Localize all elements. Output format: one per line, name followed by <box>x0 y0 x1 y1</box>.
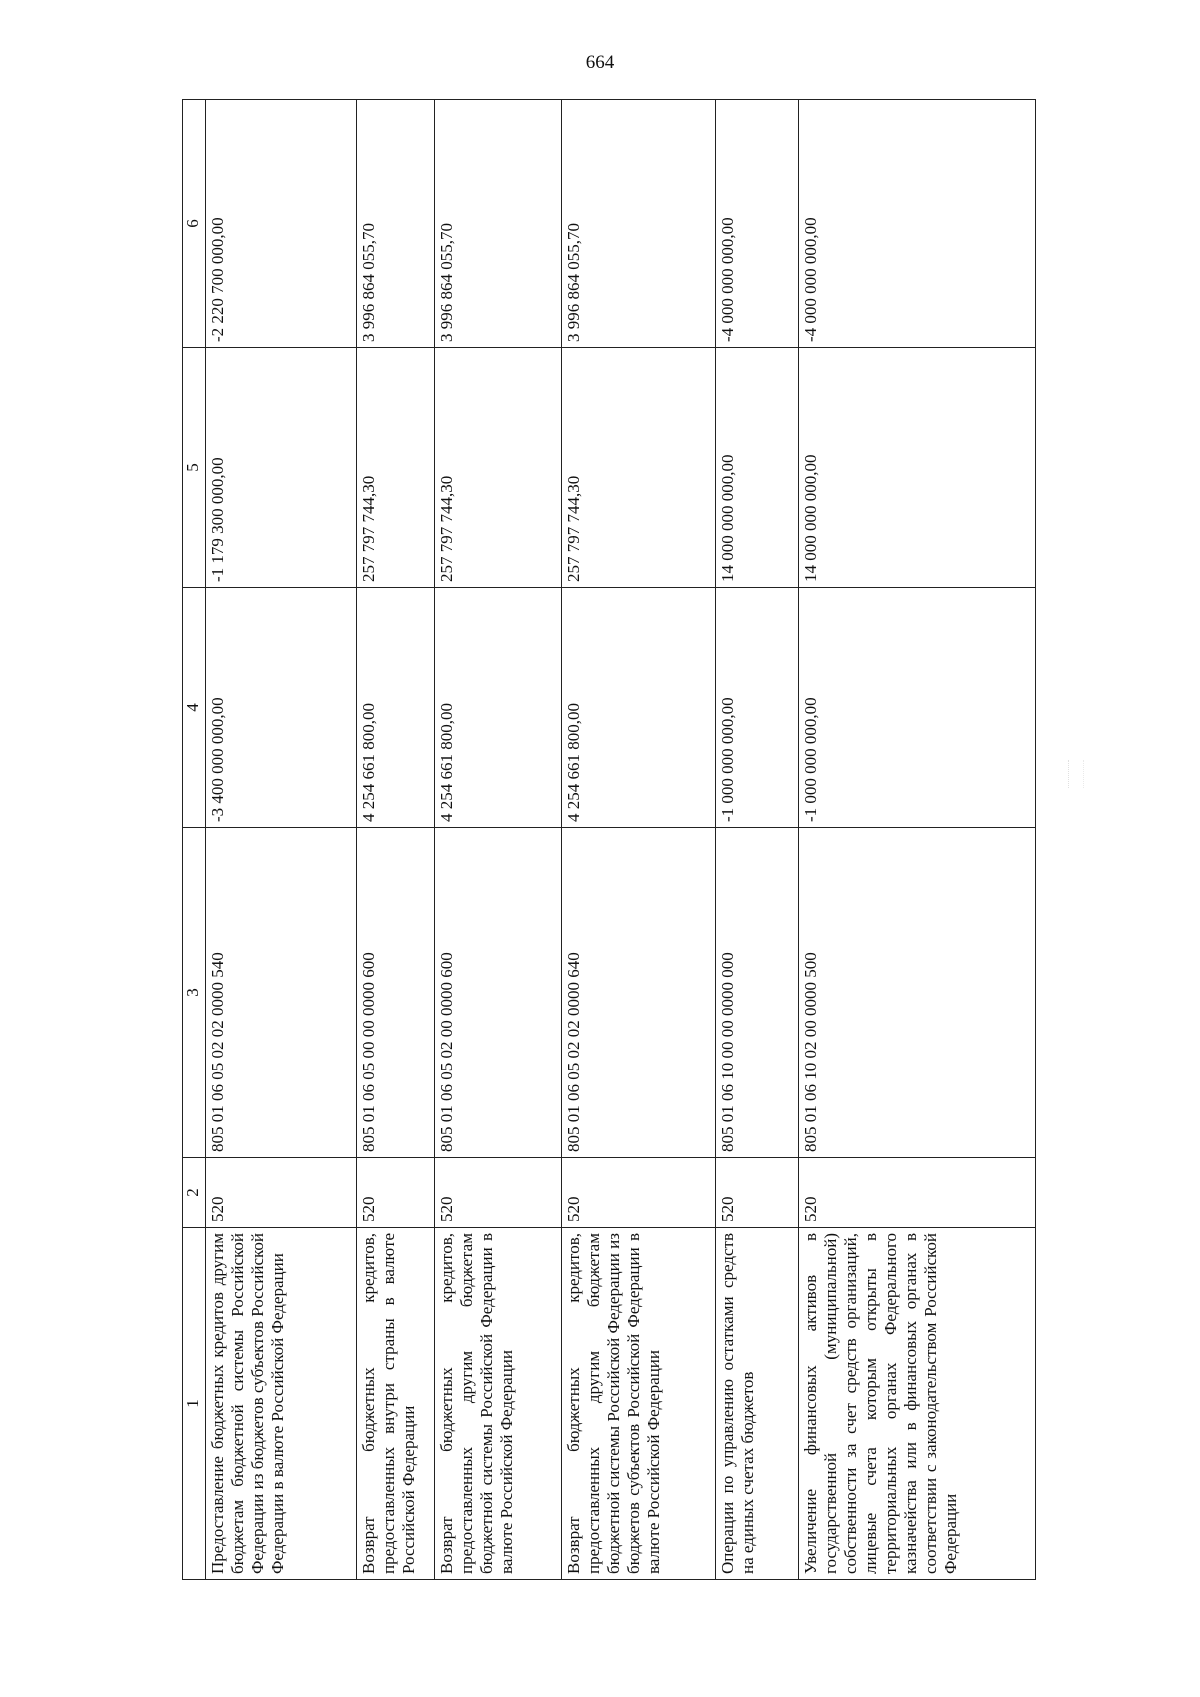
table-row <box>356 100 434 1580</box>
row-value-5: 14 000 000 000,00 <box>715 348 798 588</box>
row-value-6: -4 000 000 000,00 <box>798 100 1035 348</box>
row-name: Возврат бюджетных кредитов, предоставленных другим бюджетам бюджетной системы Российской Федерации из бюджетов субъектов Российской Федерации в валюте Российской Федерации <box>561 1228 715 1580</box>
row-value-4: 4 254 661 800,00 <box>561 588 715 828</box>
header-col-4: 4 <box>183 588 206 828</box>
rotated-table-container <box>182 100 1036 1580</box>
header-col-5: 5 <box>183 348 206 588</box>
header-col-2: 2 <box>183 1158 206 1228</box>
row-value-6: 3 996 864 055,70 <box>434 100 561 348</box>
row-value-4: -3 400 000 000,00 <box>206 588 357 828</box>
row-code: 520 <box>798 1158 1035 1228</box>
row-name: Возврат бюджетных кредитов, предоставленных внутри страны в валюте Российской Федерации <box>356 1228 434 1580</box>
row-code: 520 <box>715 1158 798 1228</box>
row-name: Операции по управлению остатками средств на единых счетах бюджетов <box>715 1228 798 1580</box>
row-value-6: 3 996 864 055,70 <box>561 100 715 348</box>
row-source-code: 805 01 06 05 02 02 0000 540 <box>206 828 357 1158</box>
row-name: Возврат бюджетных кредитов, предоставленных другим бюджетам бюджетной системы Российской Федерации в валюте Российской Федерации <box>434 1228 561 1580</box>
table-row <box>715 100 798 1580</box>
header-col-1: 1 <box>183 1228 206 1580</box>
row-code: 520 <box>206 1158 357 1228</box>
row-source-code: 805 01 06 05 00 00 0000 600 <box>356 828 434 1158</box>
row-source-code: 805 01 06 10 00 00 0000 000 <box>715 828 798 1158</box>
row-value-5: -1 179 300 000,00 <box>206 348 357 588</box>
scan-artifact <box>1068 760 1084 788</box>
row-source-code: 805 01 06 05 02 02 0000 640 <box>561 828 715 1158</box>
budget-sources-table <box>182 99 1036 1580</box>
table-row <box>434 100 561 1580</box>
row-value-5: 257 797 744,30 <box>434 348 561 588</box>
page-number: 664 <box>585 52 615 73</box>
row-value-5: 14 000 000 000,00 <box>798 348 1035 588</box>
header-col-3: 3 <box>183 828 206 1158</box>
row-value-5: 257 797 744,30 <box>561 348 715 588</box>
row-code: 520 <box>434 1158 561 1228</box>
row-value-6: -2 220 700 000,00 <box>206 100 357 348</box>
table-row <box>798 100 1035 1580</box>
row-value-6: 3 996 864 055,70 <box>356 100 434 348</box>
row-value-6: -4 000 000 000,00 <box>715 100 798 348</box>
table-row <box>561 100 715 1580</box>
header-col-6: 6 <box>183 100 206 348</box>
row-name: Увеличение финансовых активов в государственной (муниципальной) собственности за счет средств организаций, лицевые счета которым открыты в территориальных органах Федерального казначейства или в финансовых органах в соответствии с законодательством Российской Федерации <box>798 1228 1035 1580</box>
row-value-4: 4 254 661 800,00 <box>356 588 434 828</box>
row-value-4: 4 254 661 800,00 <box>434 588 561 828</box>
row-source-code: 805 01 06 05 02 00 0000 600 <box>434 828 561 1158</box>
row-name: Предоставление бюджетных кредитов другим бюджетам бюджетной системы Российской Федерации из бюджетов субъектов Российской Федерации в валюте Российской Федерации <box>206 1228 357 1580</box>
row-source-code: 805 01 06 10 02 00 0000 500 <box>798 828 1035 1158</box>
row-value-4: -1 000 000 000,00 <box>798 588 1035 828</box>
table-header-row <box>183 100 206 1580</box>
row-code: 520 <box>356 1158 434 1228</box>
row-code: 520 <box>561 1158 715 1228</box>
row-value-5: 257 797 744,30 <box>356 348 434 588</box>
row-value-4: -1 000 000 000,00 <box>715 588 798 828</box>
table-row <box>206 100 357 1580</box>
